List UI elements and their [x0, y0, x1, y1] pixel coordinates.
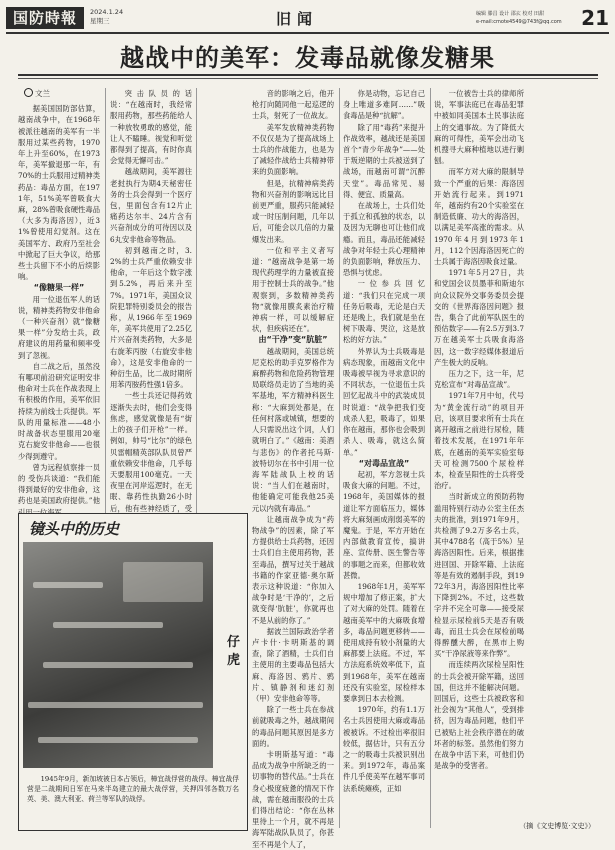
newspaper-logo: 国防時報: [6, 7, 84, 29]
photo-feature-box: [18, 513, 248, 831]
paragraph: 自二战之后，虽然没有哪项前沿研究证明安非他命对士兵在作战表现上有积极的作用，美军依旧持续为前线士兵提供。军队的用量标准——48小时战备状态里服用20毫克右旋安非他命——也很少得到遵守。: [18, 361, 100, 461]
staff-names: 编辑 滕昌 设计 邵玄 校对 田甜: [476, 11, 544, 17]
masthead: [6, 6, 609, 34]
paragraph: 越战期间，美军源往老挝执行为期4天秘密任务的士兵会得到一个医疗包，里面包含有12片止痛药达尔丰、24片含有兴奋剂成分的可待因以及6丸安非他命等物品。: [110, 167, 192, 244]
photo-detail: [53, 622, 163, 628]
staff-email: e-mail:cmote4549@743f@qq.com: [476, 19, 562, 25]
paragraph: 曾为远程侦察排一员的 受伤兵谈道：“我们能得到最好的安非他命，这药也是美国政府提供。”他: [18, 462, 100, 506]
article-column-5: [434, 88, 524, 828]
paragraph: 1970年，约有1.1万名士兵因使用大麻或毒品被被诉。不过检出率很旧较低，据估计，只有五分之一的吸毒士兵被识别出来。到1972年，毒品案件几乎使美军在越军事司法系统瘫痪，正如: [343, 705, 425, 793]
headline-rule: [18, 74, 598, 76]
paragraph: 外界认为士兵吸毒是病态现象，而越南文化中吸毒被早视为寻求意识的不同状态，一位退伍士兵回忆起战斗中的武装成员时说道：“战争把我们变成杀人犯，吸毒了，如果你在越南，那你也会吸到杀人、吸毒，就这么简单。”: [343, 346, 425, 457]
historical-photo: [23, 542, 213, 768]
paragraph: 但是，抗精神病类药物和兴奋剂的影响远比目前更严重，服药只能减轻或一时压制问题，几年以后，可能会以几倍的力量爆发出来。: [252, 178, 334, 244]
source-note: （摘《文史博览·文史》）: [519, 822, 595, 830]
paragraph: 压力之下，这一年，尼克松宣布“对毒品宣战”。: [434, 369, 524, 390]
column-divider: [196, 88, 197, 513]
paragraph: 据美国国防部估算，越南战争中，在1968年被派往越南的美军有一半服用过某些药物，1970年上升至60%，在1973年，美军撤退那一年，有70%的士兵服用过精神类药品：毒品方面，在1971年，51%美军曾吸食大麻，28%曾吸食硬性毒品（大多为海洛因），近31%曾使用幻觉剂。这在美国军方、政府乃至社会中掀起了巨大争议，给那些士兵留下不小的后续影响。: [18, 104, 100, 282]
paragraph: 而连续两次尿检呈阳性的士兵会被开除军籍，送回国，但这并不能解决问题。回国后，这些士兵被政客和社会视为“其他人”，受到排挤，因为毒品问题，他们平已被贴上社会秩序潜在的破坏者的标签。虽然他们努力在战争中活下来，可他们仍是战争的受害者。: [434, 660, 524, 771]
paragraph: 你是动物，忘记自己身上唯道多难阿……”吸食毒品是种“抗解”。: [343, 89, 425, 121]
subheading: “对毒品宣战”: [358, 458, 410, 468]
photo-detail: [28, 702, 203, 708]
issue-date-block: [90, 8, 123, 26]
column-divider: [105, 88, 106, 513]
paragraph: 在战场上，士兵们处于孤立和孤独的状态，以及因为无聊也可让他们成瘾。而且，毒品还能减轻战争对年轻士兵心理精神的负面影响，释放压力、恐惧与忧虑。: [343, 201, 425, 278]
article-column-1: [18, 88, 100, 513]
article-column-3: [252, 88, 334, 849]
paragraph: 除了一些士兵在参战前就吸毒之外，越战期间的毒品问题其原因是多方面的。: [252, 705, 334, 748]
paragraph: 除了用“毒药”来提升作战效率，越战还是美国首个“青少年战争”——处于叛逆期的士兵被送到了战场，而越南可谓“沉醉天堂”。毒品常见、易得、便宜、质量高。: [343, 122, 425, 199]
column-divider: [339, 88, 340, 828]
subheading: 由“干净”变“肮脏”: [258, 335, 328, 345]
paragraph: 一位被告士兵的律师所说，军事法庭已在毒品犯罪中被如同美国本土民事法庭上的交通事故。为了降低大麻的可得性，美军会出动飞机搜寻大麻种植地以进行剿刨。: [434, 89, 524, 166]
column-divider: [430, 88, 431, 828]
paragraph: 音的影响之后，他开枪打向随同他一起巡逻的士兵，射死了一位战友。: [252, 89, 334, 121]
byline-mark-icon: [24, 88, 33, 97]
photo-detail: [123, 562, 203, 602]
issue-weekday: 星期三: [90, 17, 110, 25]
paragraph: 美军发放精神类药物不仅仅是为了提高战场上士兵的作战能力，也是为了减轻作战给士兵精神带来的负面影响。: [252, 122, 334, 177]
staff-credits: [476, 10, 584, 26]
photo-caption: 1945年9月，新加坡被日本占领后，樟宜战俘营的战俘。樟宜战俘营是二战期间日军在马来半岛建立的最大战俘营，关押四邻各数万名英、美、澳大利亚、荷兰等军队的战俘。: [27, 775, 239, 803]
paragraph: 1968年1月，美军军规中增加了修正案，扩大了对大麻的处罚。随着在越南美军中的大麻吸食增多，毒品问题更移转——使用成持有较小剂量的大麻都要上法庭。不过，军方法庭系统效率低下，直到1968年，美军在越南还没有实验室，尿检样本要拿到日本去检测。: [343, 581, 425, 703]
photo-detail: [33, 582, 103, 588]
photo-author: 仔虎: [227, 635, 241, 668]
byline-author: 文兰: [35, 89, 50, 98]
issue-date: 2024.1.24: [90, 8, 124, 16]
paragraph: 一些士兵还记得药效逐渐失去时，他们会变得焦虑，感觉就像是有“街上的孩子们开枪”一样。例如，帅号“比尔”的绿色贝雷帽精英部队队员曾严重依赖安非他命，几乎每天要服用100毫克。一天夜里在河岸巡逻时，在无眠、靠药性执勤26小时后，他有些神经质了，受: [110, 391, 192, 513]
paragraph: 据波兰国际政治学者卢卡什·卡明斯基的调查，除了酒精，士兵们自主使用的主要毒品包括大麻、海洛因、鸦片、鸦片、镇静剂和迷幻剂（甲）安非他命等等。: [252, 626, 334, 703]
paragraph: 当时新成立的预防药物滥用特别行动办公室主任杰夫的批准，到1971年9月，共检测了9.2万多名士兵，其中4788名（高于5%）呈海洛因阳性。后来，根据推进回国、开除军籍、上法庭等是有效的遏制手段，到1972年3月，海洛因阳性比率下降到2%。不过，这些数字并不完全可靠——接受尿检显示尿检前5天是否有吸毒，而且士兵会在尿检前喝得醉醺大醉，在黑市上购买“干净尿液等来作弊”。: [434, 492, 524, 659]
paragraph: 1971年5月27日，共和党国会议员墨菲和斯迪尔向众议院外交事务委员会提交的《世界海洛因问题》报告，集合了此前军队医生的预估数字——有2.5万到3.7万在越美军士兵吸食海洛因，这一数字经媒体报道后产生极大的反响。: [434, 268, 524, 367]
paragraph: 用一位退伍军人的话说，精神类药物安非他命（一种兴奋剂）就“像糖果一样”分发给士兵，政府建议的用药量和频率受到了忽视。: [18, 294, 100, 360]
paragraph: 而军方对大麻的限制导致一个严重的后果：海洛因开始流行起来。到1971年，越南约有20个实验室在制造低廉、功大的海洛因，以满足美军高涨的需求。从1970年4月到1973年1月，112个因海洛因死亡的士兵属于海洛因吸食过量。: [434, 167, 524, 267]
article-column-6: [528, 88, 598, 828]
paragraph: 突击队员的话说：“在越南时，我经常服用药物，那些药能给人一种放牧勇敢的感觉，能让人不瞌睡。视觉和听觉都得到了提高，有时你真会觉得无懈可击。”: [110, 89, 192, 166]
article-column-2: [110, 88, 192, 513]
paragraph: 1971年7月中旬，代号为“黄金流行动”的项目开启，该项目要求所有士兵在离开越南之前进行尿检，随着技术发展，在1971年年底，在越南的美军实验室每天可检测7500个尿检样本，检查呈阳性的士兵将受治疗。: [434, 391, 524, 491]
byline: [24, 88, 100, 99]
paragraph: 让越南战争成为“药物战争”的因素，除了军方提供给士兵药物，还因士兵们自主使用药物，甚至毒品，撰写过关于越战书籍的作家亚德·奥尔斯表示这种说道：“你加入战争时是‘干净的’，之后就变得‘肮脏’，你就再也不是从前的你了。”: [252, 514, 334, 625]
paragraph: 初到越南之时，3.2%的士兵严重依赖安非他命，一年后这个数字涨到5.2%，再后来升至7%。1971年，美国众议院犯罪特别委员会的报告称，从1966年至1969年，美军共使用了2.25亿片兴奋剂类药物，大多是右旋苯丙胺（右旋安非他命），这是安非他命的一种衍生品，比二战时期所用苯丙胺药性强1倍多。: [110, 245, 192, 390]
photo-detail: [38, 737, 198, 743]
paragraph: 一位和平主义者写道：“越南战争是第一场现代药理学的力量被直接用于控制士兵的战争。”他观察到，多数精神类药物“就像用膜炙素治疗精神病一样，可以缓解症状，但疾病还在”。: [252, 245, 334, 334]
article-headline: 越战中的美军：发毒品就像发糖果: [120, 44, 495, 72]
page-number: 21: [581, 6, 609, 30]
article-column-4: [343, 88, 425, 828]
headline-rule-thin: [18, 78, 598, 79]
subheading: “像糖果一样”: [33, 283, 85, 293]
paragraph: 越战期间，美国总统尼克松的助手克罗格作为麻醉药物和危险药物管理局联络员走访了当地的美军基地，军方精神科医生称：“大麻到处都是，在任何村落或城镇，想要的人只需说出这个词，人们就明白了。”《越南：美酒与悲伤》的作者托马斯·波特切尔在书中引用一位海军陆战队上校的话说：“当人们在越南时，他能确定可能我他25美元以内就有毒品。”: [252, 346, 334, 513]
photo-column-title: 镜头中的历史: [29, 520, 120, 538]
paragraph: 起初，军方忽视士兵吸食大麻的问题。不过，1968年，美国媒体的报道让军方面临压力，媒体将大麻刻画成削弱美军的魔鬼。于是，军方开始在内部做教育宣传，搞讲座、宣传册、医生警告等的事题之而来，但都收效甚微。: [343, 469, 425, 580]
photo-detail: [43, 662, 193, 668]
paragraph: 卡明斯基写道：“毒品成为战争中所缺乏的一切事物的替代品。”士兵在身心极度疲惫的情况下作战，需在越南服役的士兵们得出结论：“你在丛林里待上一个月，就不再是海军陆战队队员了，你甚至不再是个人了，: [252, 749, 334, 849]
paragraph: 一位参兵回忆道：“我们只在完成一项任务后吸毒，无论是白天还是晚上，我们就是坐在树下吸毒、哭泣，这是放松的好方法。”: [343, 279, 425, 345]
section-title: 旧闻: [276, 10, 319, 28]
